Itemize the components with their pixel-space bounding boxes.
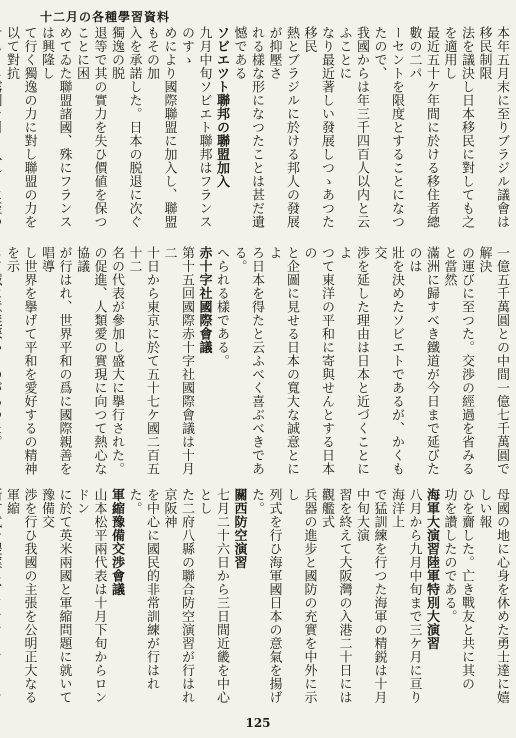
text-line: を中心に國民的非常訓練が行はれた。 (126, 488, 159, 691)
text-line: 退等で其の實力を失ひ價値を保つことに困 (74, 26, 107, 229)
text-line: た二府八縣の聯合防空演習が行はれ京阪神 (161, 488, 194, 704)
text-line: の運びに至つた。交渉の經過を省みると當然 (441, 246, 474, 476)
text-line: が行はれ、世界平和の爲に國際親善を唱導 (39, 246, 72, 476)
text-line: ひを齎した。亡き戰友と共に其の (459, 488, 474, 691)
text-line: ーセントを限度とすることになつたので、 (371, 26, 404, 229)
text-tier-bottom (6, 488, 510, 706)
text-line: ろ日本を得たと云ふべく喜ぶべきである。 (231, 246, 264, 476)
text-line: 熱とブラジルに於ける邦人の發展が抑壓さ (266, 26, 299, 229)
text-line: めにより國際聯盟に加入し、聯盟もその加 (144, 26, 177, 229)
text-line: 列式を行ひ海軍國日本の意氣を揚げた。 (249, 488, 282, 704)
section-heading: 關西防空演習 (231, 488, 247, 569)
text-line: 兵器の進步と國防の充實を中外に示し (284, 488, 317, 704)
text-line: 九月中旬ソビエト聯邦はフランスのすゝ (179, 26, 212, 229)
section-heading: ソビエツト聯邦の聯盟加入 (214, 26, 229, 188)
text-line: 習を終えて大阪灣の入港二十日には觀艦式 (319, 488, 352, 704)
text-tier-middle (6, 246, 510, 478)
text-line (0, 488, 3, 706)
text-line: 本年五月末に至りブラジル議會は移民制限 (476, 26, 509, 229)
text-line: 渉を延した理由は日本と近づくことによ (336, 246, 369, 476)
text-line: 法を議決し日本移民に對しても之を適用し (441, 26, 474, 229)
page-number: 125 (245, 716, 271, 730)
text-line: の促進、人類愛の實現に向つて熱心な協議 (74, 246, 107, 476)
text-line: なり最近著しい發展しつゝあつた移民 (301, 26, 334, 229)
text-line: 母國の地に心身を休めた勇士達に嬉しい報 (476, 488, 509, 704)
text-line: 八月から九月中旬まで三ケ月に亘り海洋上 (389, 488, 422, 704)
text-line (0, 26, 3, 236)
running-head: 十二月の各種學習資料 (40, 10, 171, 24)
text-line: 最近五十ケ年間に於ける移住者總數の二パ (406, 26, 439, 229)
text-line: つて東洋の平和に寄與せんとする日本の (301, 246, 334, 476)
text-line: へられる樣である。 (214, 246, 229, 368)
text-line: し世界を擧げて平和を愛好するの精神を示 (4, 246, 37, 476)
text-line: めてゐた聯盟諸國、殊にフランスは興隆し (39, 26, 72, 229)
text-line: 壯を決めたソビエトであるが、かくも交 (371, 246, 404, 476)
text-line: 功を讚したのである。 (441, 488, 457, 623)
text-line: で猛訓練を行つた海軍の精鋭は十月中旬大演 (354, 488, 387, 704)
text-line: 滿洲に歸すべき鐵道が今日まで延びたのは (406, 246, 439, 476)
text-line: 七月二十六日から三日間近畿を中心とし (196, 488, 229, 704)
text-line (0, 246, 3, 478)
text-line: に於て英米兩國と軍縮問題に就いて豫備交 (39, 488, 72, 704)
section-heading: 赤十字社國際會議 (196, 246, 212, 354)
text-line: れる樣な形になつたことは甚だ遺憾である (231, 26, 264, 229)
text-line: て行く獨逸の力に對し聯盟の力を以て對抗 (4, 26, 37, 229)
text-line: 第十五回國際赤十字社國際會議は十月二 (161, 246, 194, 476)
section-heading: 海軍大演習陸軍特別大演習 (424, 488, 439, 650)
text-line: 入を承諾した。日本の脱退に次ぐ獨逸の脱 (109, 26, 142, 229)
text-line: 山本松平兩代表は十月下旬からロンドン (74, 488, 107, 704)
text-line: 一億五千萬圓との中間一億七千萬圓で解決 (476, 246, 509, 476)
text-line: 名の代表が參加し盛大に擧行された。 (109, 246, 124, 476)
text-line: 我國からは年三千四百人以内と云ふことに (336, 26, 369, 229)
text-line: 渉を行ひ我國の主張を公明正大なる軍縮 (4, 488, 37, 704)
section-heading: 軍縮豫備交渉會議 (109, 488, 124, 596)
text-line: 十日から東京に於て五十七ケ國二百五十二 (126, 246, 159, 476)
text-tier-top (6, 26, 510, 236)
text-line: と企圖に見せる日本の寬大な誠意とによ (266, 246, 299, 476)
